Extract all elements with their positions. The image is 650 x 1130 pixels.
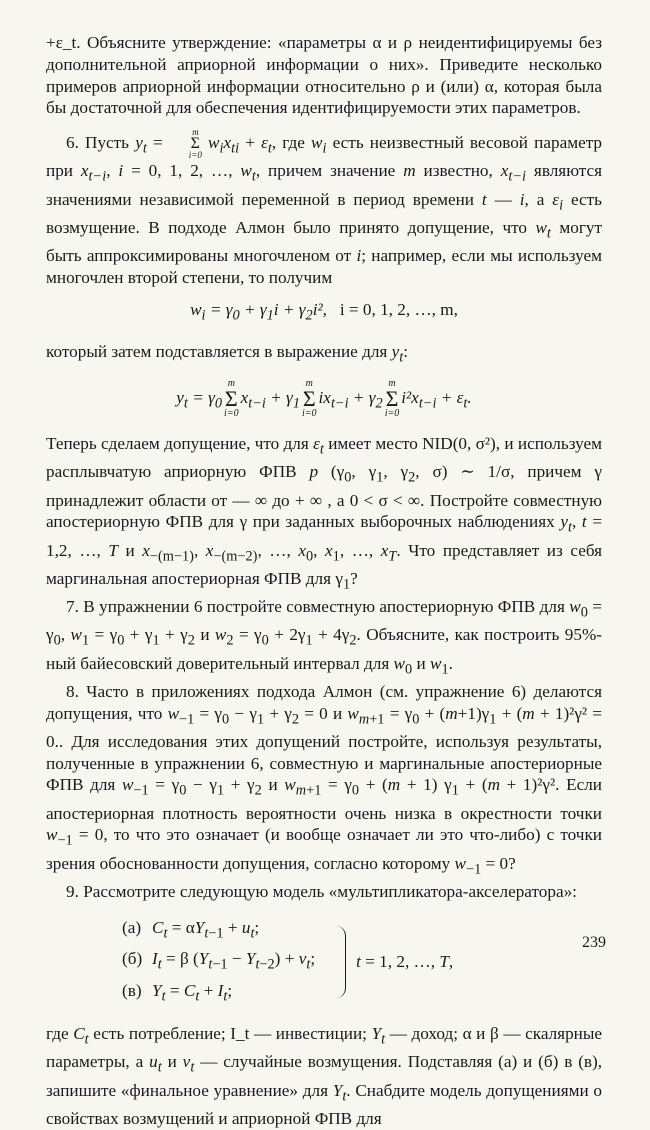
- ex6-text-d: известно,: [423, 161, 493, 181]
- paragraph-ex9: [46, 881, 602, 903]
- label-b: (б): [122, 949, 143, 969]
- ex7-text-b: . Объясните, как построить 95%-ный байесовский доверительный интервал для: [46, 625, 603, 673]
- paragraph-ex9-cont: где $C_t$ есть потребление; I_t — инвестиции; $Y_t$ — доход; α и β — скалярные параметры, а $u_t$ и $v_t$ — случайные возмущения. Подставляя (а) и (б) в (в), запишите «финальное уравнение» для $Y_t$. Снабдите модель допущениями о свойствах возмущений и априорной ФПВ для: [46, 1024, 603, 1128]
- ex6-text-b: есть неизвестный весовой параметр при: [46, 133, 603, 181]
- ex8-text-d: , то что это означает (и вообще означает ли это что-либо) с точки зрения обоснованности допущения, согласно которому: [46, 825, 602, 873]
- ex9-text-e: и: [167, 1052, 177, 1072]
- model-eq-c: (в) $Y_t = C_t + I_t$;: [122, 978, 315, 1009]
- ex6-text-e: являются значениями независимой переменной в период времени: [46, 161, 603, 209]
- ex6-after-eq1: который затем подставляется в выражение для: [46, 341, 388, 361]
- ex5-text: +ε_t. Объясните утверждение: «параметры α и ρ неидентифицируемы без дополнительной априорной информации о них». Приведите несколько примеров априорной информации относительно ρ и (или) α, которая была бы достаточной для обеспечения идентифицируемости этих параметров.: [46, 33, 602, 118]
- paragraph-ex7: 7. В упражнении 6 постройте совместную апостериорную ФПВ для $w_0 = \gamma_0$, $w_1 = \gamma_0 + \gamma_1 + \gamma_2$ и $w_2 = \gamma_0 + 2\gamma_1 + 4\gamma_2$. Объясните, как построить 95%-ный байесовский доверительный интервал для $w_0$ и $w_1$.: [46, 597, 603, 678]
- ex6-start: 6. Пусть: [66, 133, 130, 153]
- paragraph-substitution: который затем подставляется в выражение для $y_t$:: [46, 341, 409, 366]
- model-eq-b: (б) $I_t = \beta$ $(Y_{t-1} - Y_{t-2}) + v_t$;: [122, 946, 315, 977]
- equation-almon-polynomial: $w_i = \gamma_0 + \gamma_1i + \gamma_2i^2$, i = 0, 1, 2, …, m,: [190, 299, 458, 324]
- ex6-text-m: . Что представляет из себя маргинальная апостериорная ФПВ для: [46, 540, 603, 588]
- paragraph-ex6: 6. Пусть $y_t$ = m Σ i=0 $w_ix_{ti} + \varepsilon_t$, где $w_i$ есть неизвестный весовой параметр при $x_{t-i}$, i = 0, 1, 2, …, $w_t$, причем значение m известно, $x_{t-i}$ являются значениями независимой переменной в период времени t — i, а $\varepsilon_i$ есть возмущение. В подходе Алмон было принято допущение, что $w_t$ могут быть аппроксимированы многочленом от i; например, если мы используем многочлен второй степени, то получим: [46, 127, 603, 287]
- ex9-text-c: есть потребление; I_t — инвестиции;: [93, 1024, 367, 1044]
- page-text: [46, 32, 602, 1130]
- ex6-text-k: имеет место NID(0, σ²), и используем расплывчатую априорную ФПВ: [46, 434, 603, 482]
- ex6-text-j: Теперь сделаем допущение, что для: [46, 434, 309, 454]
- paragraph-ex5-end: [46, 32, 602, 119]
- equation-substituted: $y_t = \gamma_0$ m Σ i=0 $x_{t-i} + \gamma_1$ m Σ i=0 $ix_{t-i} + \gamma_2$ m Σ i=0 $i^2x_{t-i} + \varepsilon_t$.: [176, 378, 472, 420]
- ex8-text-c: . Если апостериорная плотность вероятности очень низка в окрестности точки: [46, 775, 602, 823]
- ex8-text-b: . Для исследования этих допущений постройте, используя результаты, полученные в упражнении 6, совместную и маргинальные апостериорные ФПВ для: [46, 731, 602, 795]
- label-c: (в): [122, 980, 142, 1000]
- sum-symbol: m Σ i=0: [188, 127, 202, 161]
- ex9-text-f: — случайные возмущения. Подставляя (а) и (б) в (в), запишите «финальное уравнение» для: [46, 1052, 603, 1100]
- ex8-text-a: 8. Часто в приложениях подхода Алмон (см. упражнение 6) делаются допущения, что: [46, 681, 602, 723]
- brace: [329, 926, 346, 998]
- ex9-text-a: 9. Рассмотрите следующую модель «мультипликатора-акселератора»:: [66, 881, 577, 901]
- paragraph-ex6-cont: Теперь сделаем допущение, что для $\varepsilon_t$ имеет место NID(0, σ²), и используем расплывчатую априорную ФПВ p ($\gamma_0$, $\gamma_1$, $\gamma_2$, σ) ∼ 1/σ, причем γ принадлежит области от — ∞ до + ∞ , а 0 < σ < ∞. Постройте совместную апостериорную ФПВ для γ при заданных выборочных наблюдениях $y_t$, t = 1,2, …, T и $x_{-(m-1)}$, $x_{-(m-2)}$, …, $x_0$, $x_1$, …, $x_T$. Что представляет из себя маргинальная апостериорная ФПВ для $\gamma_1$?: [46, 434, 603, 593]
- page-number: 239: [582, 934, 606, 951]
- ex7-text-a: 7. В упражнении 6 постройте совместную апостериорную ФПВ для: [66, 597, 565, 617]
- ex6-text-a: , где: [271, 133, 305, 153]
- model-system: [122, 915, 602, 1009]
- ex6-text-l: , причем γ принадлежит области от — ∞ до + ∞ , а 0 < σ < ∞. Постройте совместную апостериорную ФПВ для γ при заданных выборочных наблюдениях: [46, 462, 602, 532]
- model-index-range: t = 1, 2, …, T,: [356, 951, 454, 971]
- ex9-text-d: — доход; α и β — скалярные параметры, а: [46, 1024, 603, 1072]
- ex6-text-i: ; например, если мы используем многочлен второй степени, то получим: [46, 246, 602, 287]
- ex6-text-f: , а: [524, 189, 545, 209]
- ex9-text-b: где: [46, 1024, 69, 1044]
- ex6-text-h: могут быть аппроксимированы многочленом от: [46, 217, 603, 266]
- ex6-text-g: есть возмущение. В подходе Алмон было принято допущение, что: [46, 189, 603, 237]
- ex6-text-c: , причем значение: [255, 161, 396, 181]
- label-a: (а): [122, 917, 142, 937]
- paragraph-ex8: 8. Часто в приложениях подхода Алмон (см. упражнение 6) делаются допущения, что $w_{-1} = \gamma_0 - \gamma_1 + \gamma_2 = 0$ и $w_{m+1} = \gamma_0 + (m+1)\gamma_1 + (m + 1)^2\gamma^2 = 0$.. Для исследования этих допущений постройте, используя результаты, полученные в упражнении 6, совместную и маргинальные апостериорные ФПВ для $w_{-1} = \gamma_0 - \gamma_1 + \gamma_2$ и $w_{m+1} = \gamma_0 + (m + 1) \gamma_1 + (m + 1)^2\gamma^2$. Если апостериорная плотность вероятности очень низка в окрестности точки $w_{-1} = 0$, то что это означает (и вообще означает ли это что-либо) с точки зрения обоснованности допущения, согласно которому $w_{-1} = 0$?: [46, 681, 602, 878]
- ex9-text-g: . Снабдите модель допущениями о свойствах возмущений и априорной ФПВ для: [46, 1080, 603, 1128]
- model-eq-a: (а) $C_t = \alpha Y_{t-1} + u_t$;: [122, 915, 315, 946]
